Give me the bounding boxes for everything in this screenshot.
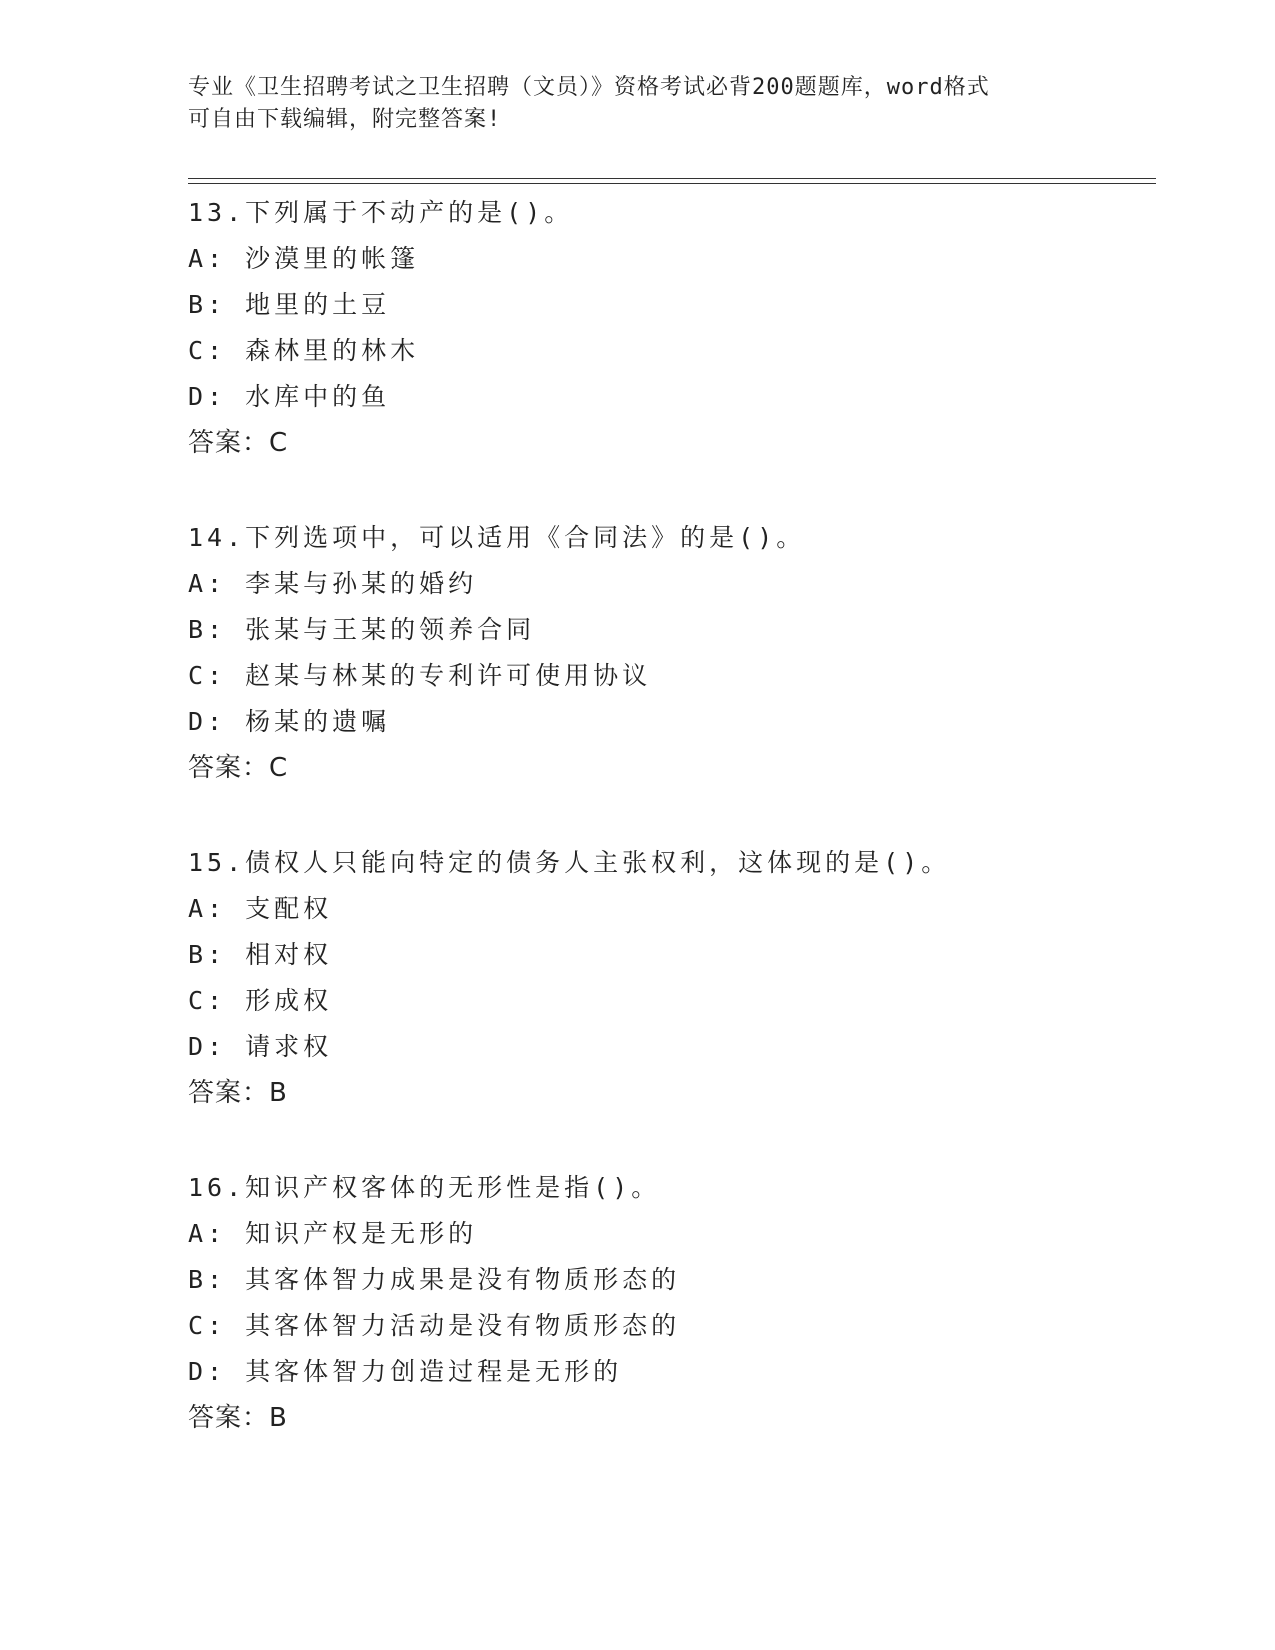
option-b: B: 其客体智力成果是没有物质形态的 [188,1265,681,1294]
answer-label: 答案：C [188,753,289,783]
option-a: A: 支配权 [188,894,333,923]
answer-label: 答案：C [188,428,289,458]
header-line-2: 可自由下载编辑，附完整答案! [188,107,502,132]
option-b: B: 张某与王某的领养合同 [188,615,536,644]
option-a: A: 沙漠里的帐篷 [188,244,420,273]
option-a: A: 知识产权是无形的 [188,1219,478,1248]
question-16 [188,1165,1148,1441]
option-b: B: 地里的土豆 [188,290,391,319]
question-15 [188,840,1148,1116]
header-divider-bottom [188,183,1156,184]
option-d: D: 请求权 [188,1032,333,1061]
document-header [188,72,1088,136]
option-a: A: 李某与孙某的婚约 [188,569,478,598]
question-13 [188,190,1148,466]
answer-label: 答案：B [188,1403,288,1433]
option-d: D: 水库中的鱼 [188,382,391,411]
option-b: B: 相对权 [188,940,333,969]
question-stem: 14.下列选项中，可以适用《合同法》的是()。 [188,523,806,552]
answer-label: 答案：B [188,1078,288,1108]
header-line-1: 专业《卫生招聘考试之卫生招聘（文员）》资格考试必背200题题库，word格式 [188,75,990,100]
question-stem: 15.债权人只能向特定的债务人主张权利，这体现的是()。 [188,848,951,877]
option-c: C: 森林里的林木 [188,336,420,365]
option-c: C: 赵某与林某的专利许可使用协议 [188,661,652,690]
option-d: D: 杨某的遗嘱 [188,707,391,736]
option-c: C: 其客体智力活动是没有物质形态的 [188,1311,681,1340]
option-c: C: 形成权 [188,986,333,1015]
question-stem: 16.知识产权客体的无形性是指()。 [188,1173,661,1202]
question-stem: 13.下列属于不动产的是()。 [188,198,574,227]
question-14 [188,515,1148,791]
header-divider-top [188,178,1156,179]
question-list [188,190,1148,1490]
option-d: D: 其客体智力创造过程是无形的 [188,1357,623,1386]
